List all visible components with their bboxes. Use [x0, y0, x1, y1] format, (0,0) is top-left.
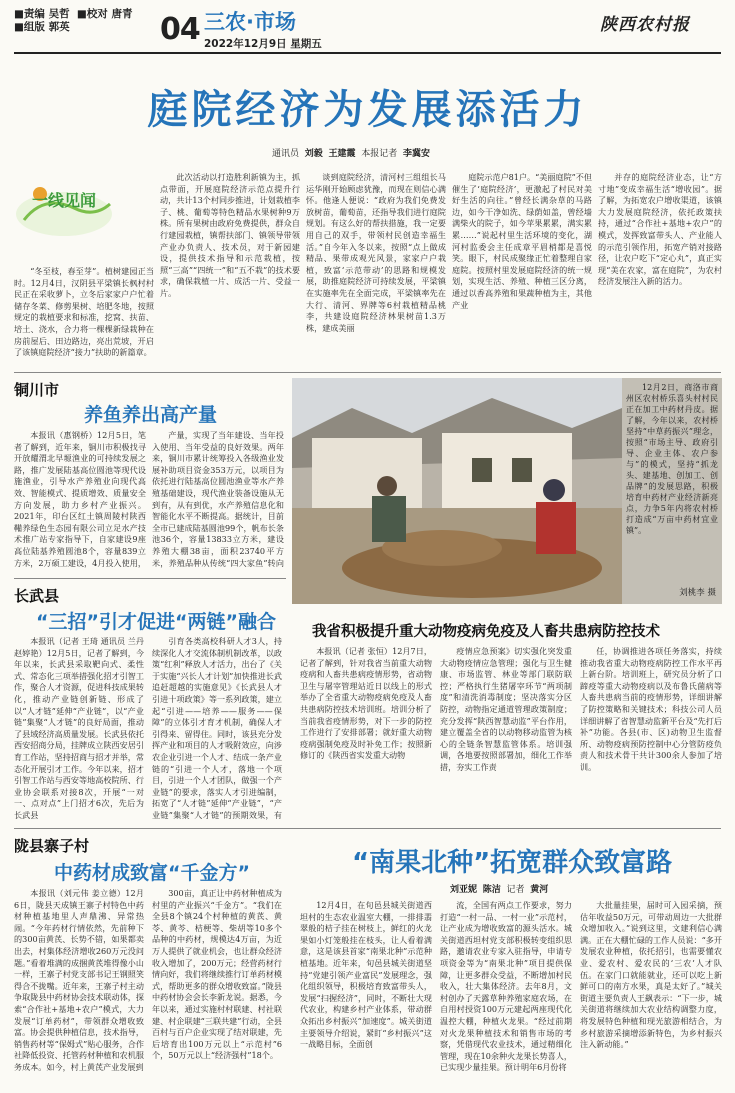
main-byline: 通讯员 刘毅 王建霞 本报记者 李冀安: [272, 149, 431, 159]
s4-col-1: 本报讯（刘元伟 姜立德）12月6日，陇县天成镇王寨子村特色中药材种植基地里人声鼎沸、异常热闹。“今年药材行情依然，先前种下的300亩黄芪、长势不错，如果都卖出去，村集体经济增收260万元没问题。”看着堆满的成捆黄芪堆得像小山一样，王寨子村党支部书记王钢照笑得合不拢嘴。近年来，王寨子村主动争取陇县中药材协会技术联动体，探索“合作社+基地+农户”模式，大力发展“订单药材”，带领群众增收致富。协会提供种植信息，技术指导，销售药材等“保姆式”贴心服务，合作社降低投资、托管药材种植和农机服务成本。如今，村上黄芪产业发展到: [14, 888, 144, 1072]
divider-1: [14, 372, 721, 373]
s2-county: 长武县: [14, 587, 60, 605]
photo-credit: 刘桃李 摄: [679, 588, 716, 598]
photo-caption: 12月2日，商洛市商州区农村桥乐喜头村村民正在加工中药材丹皮。据了解，今年以来，农村桥坚持“中草药振兴”理念，按照“市场主导、政府引导、企业主体、农户参与”的模式，坚持“抓龙头、建基地、创加工、创品牌”的发展思路，积极培育中药材产业经济新亮点，力争5年内将农村桥打造成“万亩中药材宜业镇”。: [626, 383, 718, 535]
s5-byline: 刘亚妮 陈洁 记者 黄河: [450, 885, 549, 895]
s4-county: 陇县寨子村: [14, 837, 90, 855]
s3-col-2: 疫情应急预案》切实强化突发重大动物疫情应急管理；强化与卫生健康、市场监管、林业等部门联防联控；严格执行生猪屠宰环节“两项制度”和清洗消毒制度；坚决落实分区防控，动物指定通道管理政策制度；充分发挥“陕西智慧动监”平台作用，建立覆盖全省的以动物移动监管为核心的全链条智慧监管体系。培训强调，各地要按照部署加，细化工作举措，夯实工作责: [440, 646, 572, 772]
s5-col-1: 12月4日，在旬邑县城关街道西坦村的生态农业温室大棚，一排排翡翠般的桔子挂在树枝上，鲜红的火龙果如小灯笼般挂在枝头，让人看着满意，这是该县首家“南果北种”示范种植基地。近年来，旬邑县城关街道坚持“党建引领产业富民”发展理念，强化组织领导，积极培育致富带头人，发展“扫握经济”，同时，不断壮大现代农业，构建乡村产业体系，带动群众拓出乡村振兴“加速度”。城关街道主要领导介绍说，紧盯“乡村振兴”这一战略目标，全面创: [300, 900, 432, 1050]
s5-title: “南果北种”拓宽群众致富路: [352, 848, 673, 878]
lead-col-5: 并存的庭院经济业态，让“方寸地”变成幸福生活“增收园”。据了解，为拓宽农户增收渠道，该镇大力发展庭院经济，依托政策扶持，通过“合作社+基地+农户”的模式，发挥致富带头人、产业能人的示范引领作用，拓宽产销对接路径，让农户吃下“定心丸”，真正实现“美在农家，富在庭院”，为农村经济发展注入新的活力。: [598, 172, 722, 287]
s5-col-3: 大批量挂果，届时可入园采摘，预估年收益50万元，可带动周边一大批群众增加收入。”说到这里，文建利信心满满。正在大棚忙碌的工作人员说：“多开发展农业种植，依托招引，也需要懂农业、爱农村、爱农民的‘三农’人才队伍。在家门口就能就业，还可以吃上新鲜可口的南方水果，真是太好了。”城关街道主要负责人王飙表示：“下一步，城关街道将继续加大农业结构调整力度，将发展特色种植和现光旅游相结合，为乡村旅游采摘增添新特色，为乡村振兴注入新动能。”: [580, 900, 722, 1050]
lead-col-1: “冬至枝，春至芽”。植树建园正当时。12月4日，汉阴县平梁镇长枫村村民正在采收萝卜，立冬后家家户户忙着储存冬菜、修剪果树、培肥冬地，按照规定的栽植要求和标准，挖窝、扶苗、培土、浇水，合力将一棵棵新绿栽种在房前屋后、田边路边，亮出荒坡，开启了该镇庭院经济“接力”扶助的新篇章。: [14, 266, 154, 358]
s1-col-2: 产量，实现了当年建设、当年投入使用、当年受益的良好效果。两年来，铜川市累计统筹投入各级渔业发展补助项目资金353万元，以项目为依托进行陆基高位圆池渔业等水产养殖基础建设，现代渔业装备设施从无到有，从有到优，水产养殖信息化和智能化水平不断提高。据统计，目前全市已建成陆基圆池99个，帆布长条池36个，容量13833立方米，建设养殖大棚38亩，面积23740平方米，养殖品种从传统“四大家鱼”转向: [152, 430, 284, 568]
section-name: 三农·市场: [204, 10, 296, 34]
s2-col-2: 引育各类高校科研人才3人，持续深化人才交流体制机制改革，以政策“红利”释放人才活力，出台了《关于实施“兴长人才计划”加快推进长武追赶超越的实施意见》《长武县人才引进十项政策》等一系列政策，建立起“引进——培养——服务——保障”的立体引才育才机制，确保人才引得来、留得住。同时，该县充分发挥产业和项目的人才吸附效应，向涉农企业引进一个人才、结成一条产业链的“引进一个人才，落地一个项目，引进一个人才团队，做强一个产业链”的要求，落实人才引进编制，拓宽了“人才链”延伸“产业链”，“产业链”集聚“人才链”的预期效果，有: [152, 636, 282, 820]
s1-title: 养鱼养出高产量: [84, 404, 218, 426]
lead-col-4: 庭院示范户81户。“美丽庭院”不但催生了‘庭院经济’，更激起了村民对美好生活的向往。”曾经长满杂草的马路边，如今干净如洗、绿荫如盖，曾经墙满柴火的院子，如今苹果累累，满实累累……”说起村里生活环境的变化，湖河村监委会主任成章平眉梢都是喜悦笑。眼下，村民成聚缘正忙着整理自家庭院。按照村里发展庭院经济的统一规划，实现生活、养殖、种植三区分离，通过以香高养殖和果蔬种植为主，其他产业: [452, 172, 592, 310]
news-photo: [292, 378, 722, 604]
divider-3: [14, 828, 721, 829]
credits: [14, 8, 132, 34]
page-number: 04: [160, 12, 200, 47]
badge-area: [14, 174, 114, 238]
lead-col-3: 谈到庭院经济，清河村三组组长马运华刚开始顾虑犹豫，而现在则信心满怀。他逢人便说：“政府为我们免费发放树苗，葡萄苗，还指导我们进行庭院规划。有这么好的帮扶措施，我一定要用自己的双手，带领村民创造幸福生活。”自今年入冬以来，按照“点上做成精品、果带成观光风景，家家户户栽植，致富‘示范带动’的思路和规模发展，助推庭院经济可持续发展，平梁镇在实施率先在全面完成，平梁镇率先在大行、清河、界牌等6村栽植精品桃李，共建设庭院经济林果树苗1.3万株，建成美丽: [306, 172, 446, 333]
s5-col-2: 流，全国有两点工作要求，努力打造“一村一品、一村一业”示范村，让产业成为增收致富的源头活水。城关街道西坦村党支部积极转变组织思路，邀请农业专家入驻指导，申请专项资金等为“南果北种”项目提供保障，让更多群众受益，不断增加村民收入，壮大集体经济。去年8月，文村创办了天露草种养殖家庭农场，在自用村授资100万元建起两座现代化温控大棚，种植火龙果。“经过前期对火龙果种植技术和销售市场的考察，凭借现代农业技术，通过精细化管理，现在10余种火龙果长势喜人，已实现少量挂果。预计明年6月份将: [440, 900, 572, 1073]
s2-col-1: 本报讯（记者 王琦 通讯员 兰丹 赵婷艳）12月5日，记者了解到，今年以来，长武县采取靶向式、柔性式、常态化三项举措强化招才引智工作，聚合人才资源，促进科技成果转化，推动产业链创新链、形成了以“人才链”延伸“产业链”，以“产业链”集聚“人才链”的良好局面，推动了县域经济高质量发展。长武县依托西安招商分局，挂牌成立陕西安居引育工作站，坚持招商与招才并举，常态化开展引才工作。今年以来，招才引智工作站与西安等地高校院所、行业协会联系对接8次，开展“一对一、点对点”上门招才6次，先后为长武县: [14, 636, 144, 820]
s3-title: 我省积极提升重大动物疫病免疫及人畜共患病防控技术: [312, 624, 660, 640]
s4-title: 中药材成致富“千金方”: [54, 862, 250, 884]
proof-credit: ■校对 唐青: [76, 8, 133, 20]
s3-col-1: 本报讯（记者 张恒）12月7日，记者了解到，针对我省当前重大动物疫病和人畜共患病疫情形势，省动物卫生与屠宰管理站近日以线上的形式举办了全省重大动物疫病免疫及人畜共患病防控技术培训班。培训分析了当前我省疫情形势，对下一步的防控工作进行了安排部署；就好重大动物疫病强制免疫及时补免工作；按照新修订的《陕西省实发重大动物: [300, 646, 432, 761]
badge-label: 一线见闻: [32, 191, 97, 210]
main-headline: 庭院经济为发展添活力: [147, 86, 588, 133]
s1-county: 铜川市: [14, 381, 60, 399]
issue-date: 2022年12月9日 星期五: [204, 38, 322, 50]
paper-logo: 陕西农村报: [600, 15, 690, 35]
masthead-rule: [14, 52, 721, 54]
s2-title: “三招”引才促进“两链”融合: [36, 611, 276, 633]
lead-col-2: 此次活动以打造胜利新镇为主，抓点带面，开展庭院经济示范点提升行动，共计13个村同步推进，计划栽植李子、桃、葡萄等特色精品水果树种9万株。所有果树由政府免费提供，群众自行建园栽植，镇帮扶部门、镇领导带领产业办负责人、技术员，对于新园建设，提供技术指导和示范栽植，按照“三高”“四统一”和“五不栽”的技术要求，确保栽植一片、成活一片、受益一片。: [160, 172, 300, 298]
s3-col-3: 任，协调推进各项任务落实，持续推动我省重大动物疫病防控工作水平再上新台阶。培训班上，研究员分析了口蹄疫等重大动物疫病以及布鲁氏菌病等人畜共患病当前的疫情形势，详细讲解了防控策略和关键技术；科技公司人员详细讲解了省智慧动监新平台及“先打后补”功能。各县(市、区)动物卫生监督所、动物疫病预防控制中心分管防疫负责人和技术骨干共计300余人参加了培训。: [580, 646, 722, 772]
s1-col-1: 本报讯（惠钢桥）12月5日，笔者了解到，近年来，铜川市积极找寻开放耀渭北早塬渔业的可持续发展之路，推广发展陆基高位圆池等现代设施渔业，引导水产养殖业向现代高效、智能模式、提质增效、质量安全方向发展，助力乡村产业振兴。2021年，印台区红土镇周陵村陕西鞴养绿色生态园有限公司立足水产技术推广站专家指导下，自家建设9座高位陆基养殖圆池8个，容量839立方米，2万硕工建设，4月投入使用，: [14, 430, 146, 568]
editor-credit: ■责编 吴哲: [14, 8, 70, 20]
s4-col-2: 300亩，真正让中药材种植成为村里的产业振兴“千金方”。“我们在全县8个镇24个村种植的黄芪、黄苓、黄芩、桔梗等、柴胡等10多个品种的中药材，规模达4万亩，为近万人提供了就业机会，也让群众经济收入增加了，200万元；经营药材行情向好，我们将继续推行订单药材模式，帮助更多的群众增收致富。”陇县中药材协会会长李新龙说。据悉，今年以来，通过实施村村联建、村社联建、村企联建“三联共建”行动，全县百村与百户企业实现了结对联建，先后培育出100万元以上“示范村”6个，50万元以上“经济强村”18个。: [152, 888, 282, 1061]
divider-2: [14, 578, 286, 579]
designer-credit: ■组版 郭英: [14, 21, 70, 33]
